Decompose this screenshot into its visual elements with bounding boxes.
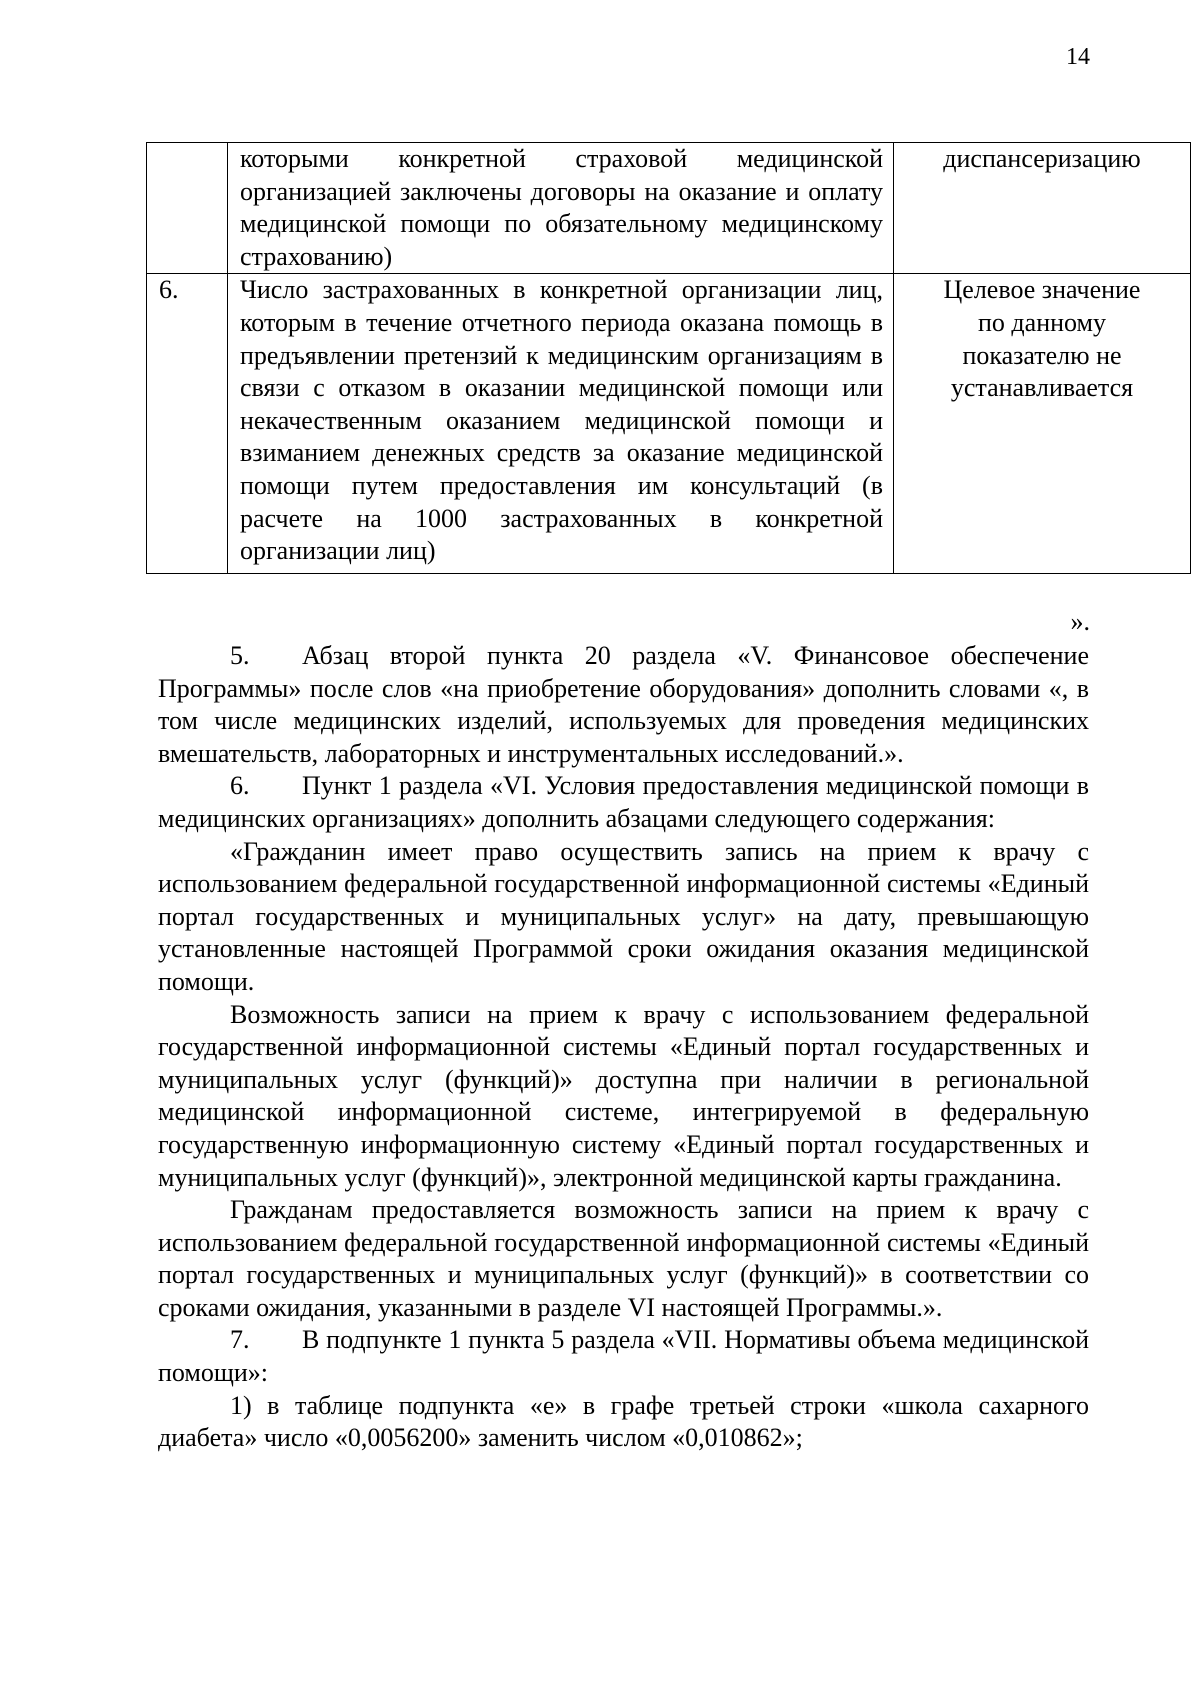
table-cell-target-value bbox=[894, 274, 1191, 574]
paragraph-text: Абзац второй пункта 20 раздела «V. Финансовое обеспечение Программы» после слов «на приобретение оборудования» дополнить словами «, в том числе медицинских изделий, используемых для проведения медицинских вмешательств, лабораторных и инструментальных исследований.». bbox=[158, 641, 1089, 768]
paragraph: «Гражданин имеет право осуществить запись на прием к врачу с использованием федеральной государственной информационной системы «Единый портал государственных и муниципальных услуг» на дату, превышающую установленные настоящей Программой сроки ожидания оказания медицинской помощи. bbox=[158, 836, 1089, 996]
paragraph-item-7 bbox=[158, 1324, 1089, 1389]
paragraph-subitem-1: 1) в таблице подпункта «е» в графе третьей строки «школа сахарного диабета» число «0,0056200» заменить числом «0,010862»; bbox=[158, 1390, 1089, 1453]
indicator-table bbox=[146, 142, 1191, 574]
paragraph-number: 6. bbox=[230, 771, 250, 801]
target-value-text: диспансеризацию bbox=[943, 144, 1141, 173]
page-number: 14 bbox=[1066, 44, 1090, 70]
target-value-text: Целевое значение по данному показателю не устанавливается bbox=[943, 275, 1141, 403]
paragraph: Гражданам предоставляется возможность записи на прием к врачу с использованием федеральной государственной информационной системы «Единый портал государственных и муниципальных услуг (функций)» в соответствии со сроками ожидания, указанными в разделе VI настоящей Программы.». bbox=[158, 1195, 1089, 1322]
paragraph-number: 7. bbox=[230, 1325, 250, 1355]
closing-quote: ». bbox=[1070, 607, 1090, 636]
table-row bbox=[147, 143, 1191, 274]
table-cell-number bbox=[147, 143, 228, 274]
document-body bbox=[158, 640, 1089, 1455]
paragraph-number: 5. bbox=[230, 641, 250, 670]
table-cell-number: 6. bbox=[147, 274, 228, 574]
paragraph-text: Пункт 1 раздела «VI. Условия предоставления медицинской помощи в медицинских организациях» дополнить абзацами следующего содержания: bbox=[158, 771, 1089, 833]
table-cell-indicator: Число застрахованных в конкретной организации лиц, которым в течение отчетного периода оказана помощь в предъявлении претензий к медицинским организациям в связи с отказом в оказании медицинской помощи или некачественным оказанием медицинской помощи и взиманием денежных средств за оказание медицинской помощи путем предоставления им консультаций (в расчете на 1000 застрахованных в конкретной организации лиц) bbox=[228, 274, 894, 574]
table-cell-target-value bbox=[894, 143, 1191, 274]
table-cell-indicator: которыми конкретной страховой медицинской организацией заключены договоры на оказание и оплату медицинской помощи по обязательному медицинскому страхованию) bbox=[228, 143, 894, 274]
paragraph-item-6 bbox=[158, 770, 1089, 835]
paragraph: Возможность записи на прием к врачу с использованием федеральной государственной информационной системы «Единый портал государственных и муниципальных услуг (функций)» доступна при наличии в региональной медицинской информационной системе, интегрируемой в федеральную государственную информационную систему «Единый портал государственных и муниципальных услуг (функций)», электронной медицинской карты гражданина. bbox=[158, 999, 1089, 1192]
table-row bbox=[147, 274, 1191, 574]
paragraph-text: В подпункте 1 пункта 5 раздела «VII. Нормативы объема медицинской помощи»: bbox=[158, 1325, 1089, 1388]
paragraph-item-5 bbox=[158, 640, 1089, 770]
